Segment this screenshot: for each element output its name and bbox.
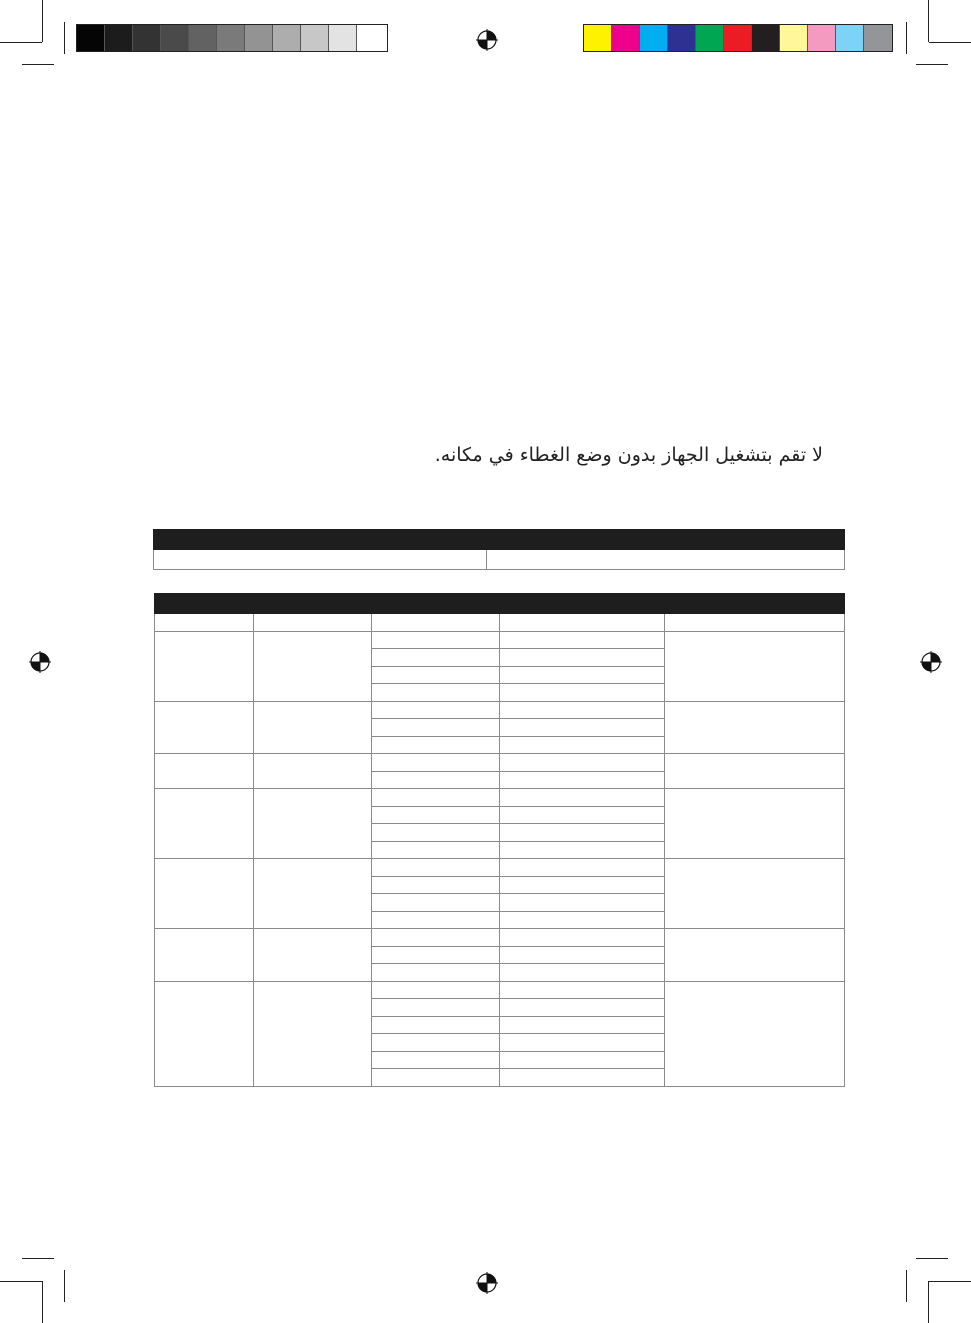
table-cell <box>500 701 665 719</box>
color-swatch <box>357 25 385 51</box>
color-swatch <box>329 25 357 51</box>
column-header <box>500 614 665 632</box>
color-swatch <box>696 25 724 51</box>
color-swatch <box>273 25 301 51</box>
program-table-title-row <box>155 594 845 614</box>
table-cell <box>254 754 372 789</box>
table-cell <box>372 684 500 702</box>
color-swatch <box>668 25 696 51</box>
color-swatch <box>864 25 892 51</box>
table-cell <box>372 736 500 754</box>
crop-mark <box>64 22 65 54</box>
spec-header-cell <box>154 530 487 550</box>
crop-mark <box>22 64 54 65</box>
column-header <box>372 614 500 632</box>
table-cell <box>500 666 665 684</box>
table-cell <box>372 1016 500 1034</box>
table-cell <box>372 841 500 859</box>
color-swatch <box>77 25 105 51</box>
crop-mark <box>22 1258 54 1259</box>
table-row <box>155 789 845 807</box>
table-cell <box>500 824 665 842</box>
table-cell <box>372 631 500 649</box>
crop-mark <box>928 0 929 42</box>
color-swatch <box>640 25 668 51</box>
table-cell <box>254 981 372 1086</box>
table-row <box>155 981 845 999</box>
table-cell <box>500 911 665 929</box>
crop-mark <box>916 1258 948 1259</box>
table-cell <box>500 789 665 807</box>
table-cell <box>500 841 665 859</box>
crop-mark <box>42 0 43 42</box>
table-cell <box>500 894 665 912</box>
table-cell <box>500 929 665 947</box>
color-swatch <box>612 25 640 51</box>
spec-header-cell <box>487 530 845 550</box>
table-cell <box>372 946 500 964</box>
color-swatch <box>105 25 133 51</box>
program-table-header <box>155 614 845 632</box>
grayscale-color-bar <box>76 24 388 52</box>
crop-mark <box>42 1281 43 1323</box>
table-cell <box>372 929 500 947</box>
table-cell <box>500 999 665 1017</box>
table-cell <box>372 719 500 737</box>
registration-mark-icon <box>29 651 51 673</box>
table-cell <box>500 771 665 789</box>
table-cell <box>254 789 372 859</box>
table-cell <box>372 771 500 789</box>
table-cell <box>372 701 500 719</box>
table-cell <box>155 929 254 982</box>
table-cell <box>500 631 665 649</box>
table-cell <box>500 1034 665 1052</box>
table-cell <box>155 789 254 859</box>
crop-mark <box>928 1281 929 1323</box>
crop-mark <box>64 1270 65 1302</box>
table-cell <box>372 876 500 894</box>
table-cell <box>665 789 845 859</box>
spec-table-header <box>154 530 845 550</box>
color-swatch <box>245 25 273 51</box>
table-cell <box>500 981 665 999</box>
table-cell <box>372 754 500 772</box>
table-cell <box>372 859 500 877</box>
program-table-title <box>155 594 845 614</box>
table-cell <box>500 876 665 894</box>
table-cell <box>372 824 500 842</box>
color-swatch <box>161 25 189 51</box>
color-swatch <box>780 25 808 51</box>
crop-mark <box>929 1281 971 1282</box>
table-cell <box>372 1034 500 1052</box>
table-cell <box>500 719 665 737</box>
color-swatch <box>189 25 217 51</box>
table-cell <box>372 911 500 929</box>
table-cell <box>155 701 254 754</box>
registration-mark-icon <box>476 29 498 51</box>
table-cell <box>372 666 500 684</box>
crop-mark <box>906 22 907 54</box>
color-swatch <box>301 25 329 51</box>
color-swatch <box>724 25 752 51</box>
program-table <box>154 593 845 1087</box>
table-cell <box>665 859 845 929</box>
color-swatch <box>836 25 864 51</box>
table-cell <box>665 981 845 1086</box>
table-cell <box>372 1051 500 1069</box>
table-cell <box>665 929 845 982</box>
table-cell <box>254 701 372 754</box>
table-cell <box>155 754 254 789</box>
table-cell <box>500 964 665 982</box>
table-cell <box>254 859 372 929</box>
table-cell <box>665 631 845 701</box>
crop-mark <box>929 42 971 43</box>
registration-mark-icon <box>920 651 942 673</box>
table-cell <box>372 999 500 1017</box>
table-cell <box>500 754 665 772</box>
table-cell <box>254 631 372 701</box>
spec-cell <box>154 550 487 570</box>
table-cell <box>372 806 500 824</box>
table-cell <box>372 1069 500 1087</box>
table-row <box>154 550 845 570</box>
color-swatch <box>752 25 780 51</box>
spec-cell <box>487 550 845 570</box>
color-swatch <box>808 25 836 51</box>
table-row <box>155 701 845 719</box>
table-cell <box>372 964 500 982</box>
table-cell <box>500 1051 665 1069</box>
table-row <box>155 631 845 649</box>
table-cell <box>500 736 665 754</box>
table-cell <box>372 649 500 667</box>
table-cell <box>665 701 845 754</box>
table-cell <box>372 789 500 807</box>
table-cell <box>155 631 254 701</box>
table-cell <box>372 981 500 999</box>
table-cell <box>500 684 665 702</box>
table-cell <box>500 946 665 964</box>
column-header <box>254 614 372 632</box>
color-swatch <box>217 25 245 51</box>
table-cell <box>254 929 372 982</box>
registration-mark-icon <box>476 1272 498 1294</box>
table-cell <box>500 649 665 667</box>
warning-text: لا تقم بتشغيل الجهاز بدون وضع الغطاء في مكانه. <box>434 444 823 466</box>
crop-mark <box>0 42 42 43</box>
spec-table <box>153 529 845 570</box>
table-row <box>155 754 845 772</box>
table-cell <box>665 754 845 789</box>
table-cell <box>155 859 254 929</box>
crop-mark <box>906 1270 907 1302</box>
column-header <box>665 614 845 632</box>
color-swatch <box>584 25 612 51</box>
table-row <box>155 859 845 877</box>
crop-mark <box>916 64 948 65</box>
process-color-bar <box>583 24 893 52</box>
table-cell <box>155 981 254 1086</box>
column-header <box>155 614 254 632</box>
table-cell <box>500 859 665 877</box>
table-cell <box>500 1016 665 1034</box>
crop-mark <box>0 1281 42 1282</box>
table-cell <box>372 894 500 912</box>
color-swatch <box>133 25 161 51</box>
table-cell <box>500 806 665 824</box>
table-cell <box>500 1069 665 1087</box>
table-row <box>155 929 845 947</box>
